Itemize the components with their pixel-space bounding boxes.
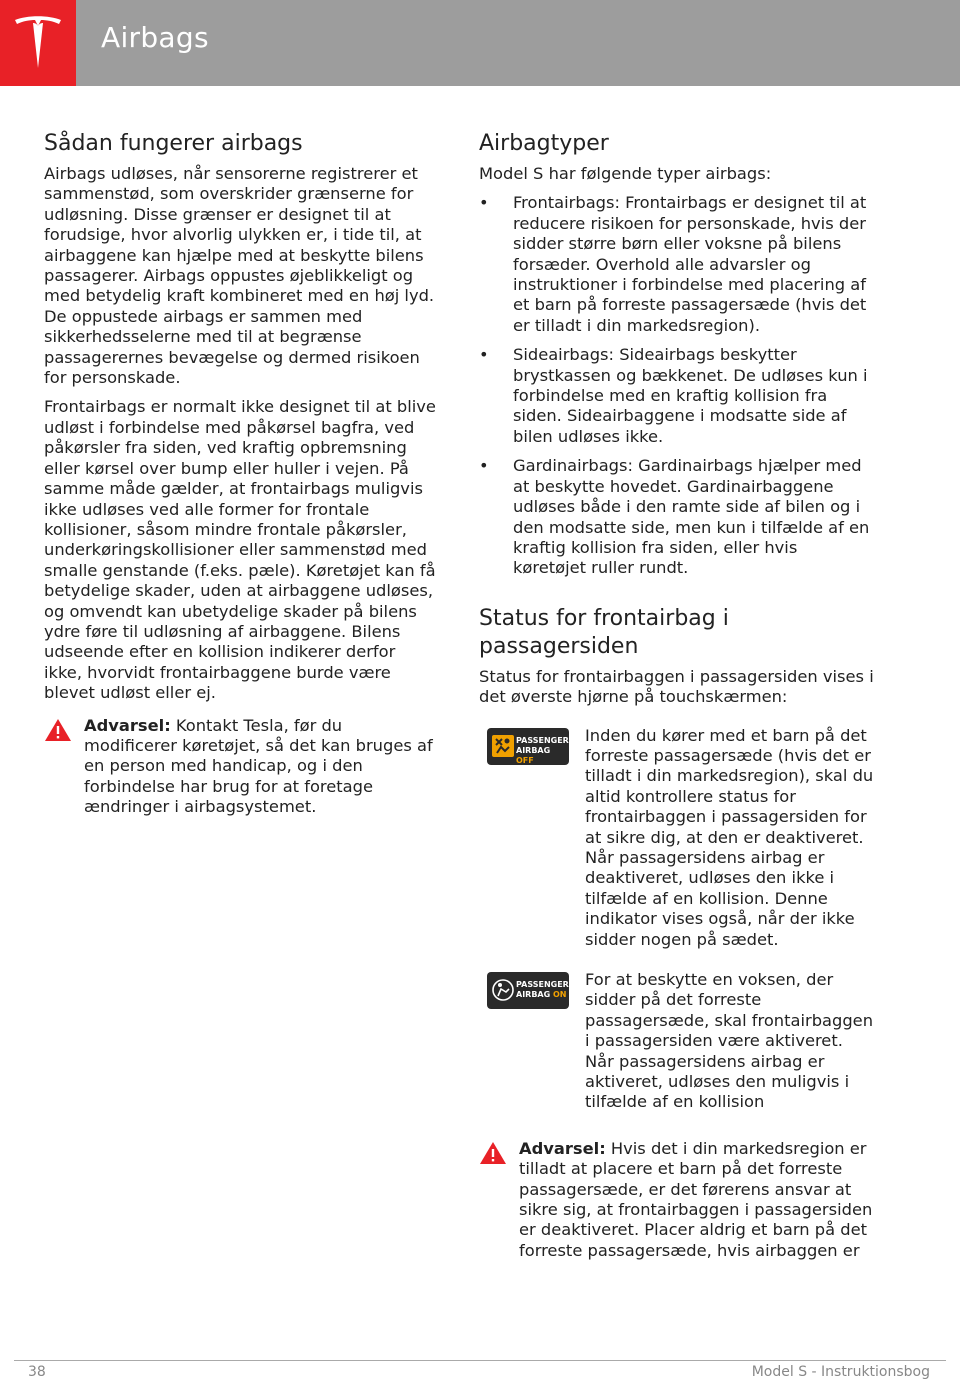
indicator-line2: AIRBAG <box>516 990 553 999</box>
left-column <box>44 130 438 818</box>
passenger-airbag-on-indicator <box>487 972 569 1009</box>
status-on-text: For at beskytte en voksen, der sidder på det forreste passagersæde, skal frontairbaggen i passagersiden være aktiveret. Når passagersidens airbag er aktiveret, udløses den muligvis i tilfælde af en kollision <box>585 970 874 1112</box>
list-item: • Sideairbags: Sideairbags beskytter brystkassen og bækkenet. De udløses kun i forbindelse med en kraftig kollision fra siden. Sideairbaggene i modsatte side af bilen udløses ikke. <box>479 345 868 446</box>
chapter-title: Airbags <box>101 21 209 54</box>
status-off-text: Inden du kører med et barn på det forreste passagersæde (hvis det er tilladt i din markedsregion), skal du altid kontrollere status for frontairbaggen i passagersiden for at sikre dig, at den er deaktiveret. Når passagersidens airbag er deaktiveret, udløses den ikke i tilfælde af en kollision. Denne indikator vises også, når der ikke sidder nogen på sædet. <box>585 725 874 949</box>
bullet-glyph: • <box>479 193 489 213</box>
airbag-person-icon <box>492 979 514 1001</box>
indicator-line1: PASSENGER <box>516 980 569 989</box>
status-off-row <box>479 726 874 950</box>
airbag-type-list <box>479 193 874 578</box>
warning-text: Hvis det i din markedsregion er tilladt at placere et barn på det forreste passagersæde, er det førerens ansvar at sikre sig, at frontairbaggen i passagersiden er deaktiveret. Placer aldrig et barn på det forreste passagersæde, hvis airbaggen er <box>519 1138 873 1260</box>
tesla-logo-icon <box>13 14 63 72</box>
tesla-logo <box>0 0 76 86</box>
indicator-line2: AIRBAG <box>516 745 551 755</box>
footer-divider <box>14 1360 946 1361</box>
warning-box <box>479 1139 874 1261</box>
footer-doc-title: Model S - Instruktionsbog <box>751 1364 930 1380</box>
warning-text: Kontakt Tesla, før du modificerer køretøjet, så det kan bruges af en person med handicap, og i den forbindelse har brug for at foretage ændringer i airbagsystemet. <box>84 715 433 817</box>
paragraph: Airbags udløses, når sensorerne registrerer et sammenstød, som overskrider grænserne for udløsning. Disse grænser er designet til at forudsige, hvor alvorlig ulykken er, i tide til, at airbaggene kan hjælpe med at beskytte bilens passagerer. Airbags oppustes øjeblikkeligt og med betydelig kraft kombineret med en høj lyd. De oppustede airbags er sammen med sikkerhedsselerne med til at begrænse passagerernes bevægelse og dermed risikoen for personskade. <box>44 164 435 388</box>
list-item: • Frontairbags: Frontairbags er designet til at reducere risikoen for personskade, hvis der sidder større børn eller voksne på bilens forsæder. Overhold alle advarsler og instruktioner i forbindelse med placering af et barn på forreste passagersæde (hvis det er tilladt i din markedsregion). <box>479 193 867 335</box>
bullet-glyph: • <box>479 345 489 365</box>
warning-label: Advarsel: <box>519 1138 606 1158</box>
paragraph: Model S har følgende typer airbags: <box>479 164 772 183</box>
warning-label: Advarsel: <box>84 715 171 735</box>
page-number: 38 <box>28 1364 46 1380</box>
list-item: • Gardinairbags: Gardinairbags hjælper med at beskytte hovedet. Gardinairbaggene udløses både i den ramte side af bilen og i den modsatte side, men kun i tilfælde af en kraftig kollision fra siden, eller hvis køretøjet ruller rundt. <box>479 456 870 578</box>
bullet-glyph: • <box>479 456 489 476</box>
warning-triangle-icon <box>44 718 72 742</box>
warning-triangle-icon <box>479 1141 507 1165</box>
indicator-state: ON <box>552 990 567 999</box>
indicator-state: OFF <box>516 755 534 765</box>
warning-box <box>44 716 438 818</box>
page-header <box>0 0 960 86</box>
status-on-row <box>479 970 874 1113</box>
paragraph: Status for frontairbaggen i passagersiden vises i det øverste hjørne på touchskærmen: <box>479 666 874 707</box>
paragraph: Frontairbags er normalt ikke designet til at blive udløst i forbindelse med påkørsel bagfra, ved påkørsler fra siden, ved kraftig opbremsning eller kørsel over bump eller huller i vejen. På samme måde gælder, at frontairbags muligvis ikke udløses ved alle former for frontale kollisioner, såsom mindre frontale påkørsler, underkøringskollisioner eller sammenstød med smalle genstande (f.eks. pæle). Køretøjet kan få betydelige skader, uden at airbaggene udløses, og omvendt kan ubetydelige skader på bilens ydre føre til udløsning af airbaggene. Bilens udseende efter en kollision indikerer derfor ikke, hvorvidt frontairbaggene burde være blevet udløst eller ej. <box>44 397 436 703</box>
right-column <box>479 130 874 1261</box>
child-seat-icon <box>492 735 514 757</box>
section-heading-airbag-status: Status for frontairbag i passagersiden <box>479 605 729 659</box>
passenger-airbag-off-indicator <box>487 728 569 765</box>
section-heading-airbag-types: Airbagtyper <box>479 131 609 156</box>
indicator-line1: PASSENGER <box>516 735 569 745</box>
section-heading-how-airbags-work: Sådan fungerer airbags <box>44 131 303 156</box>
